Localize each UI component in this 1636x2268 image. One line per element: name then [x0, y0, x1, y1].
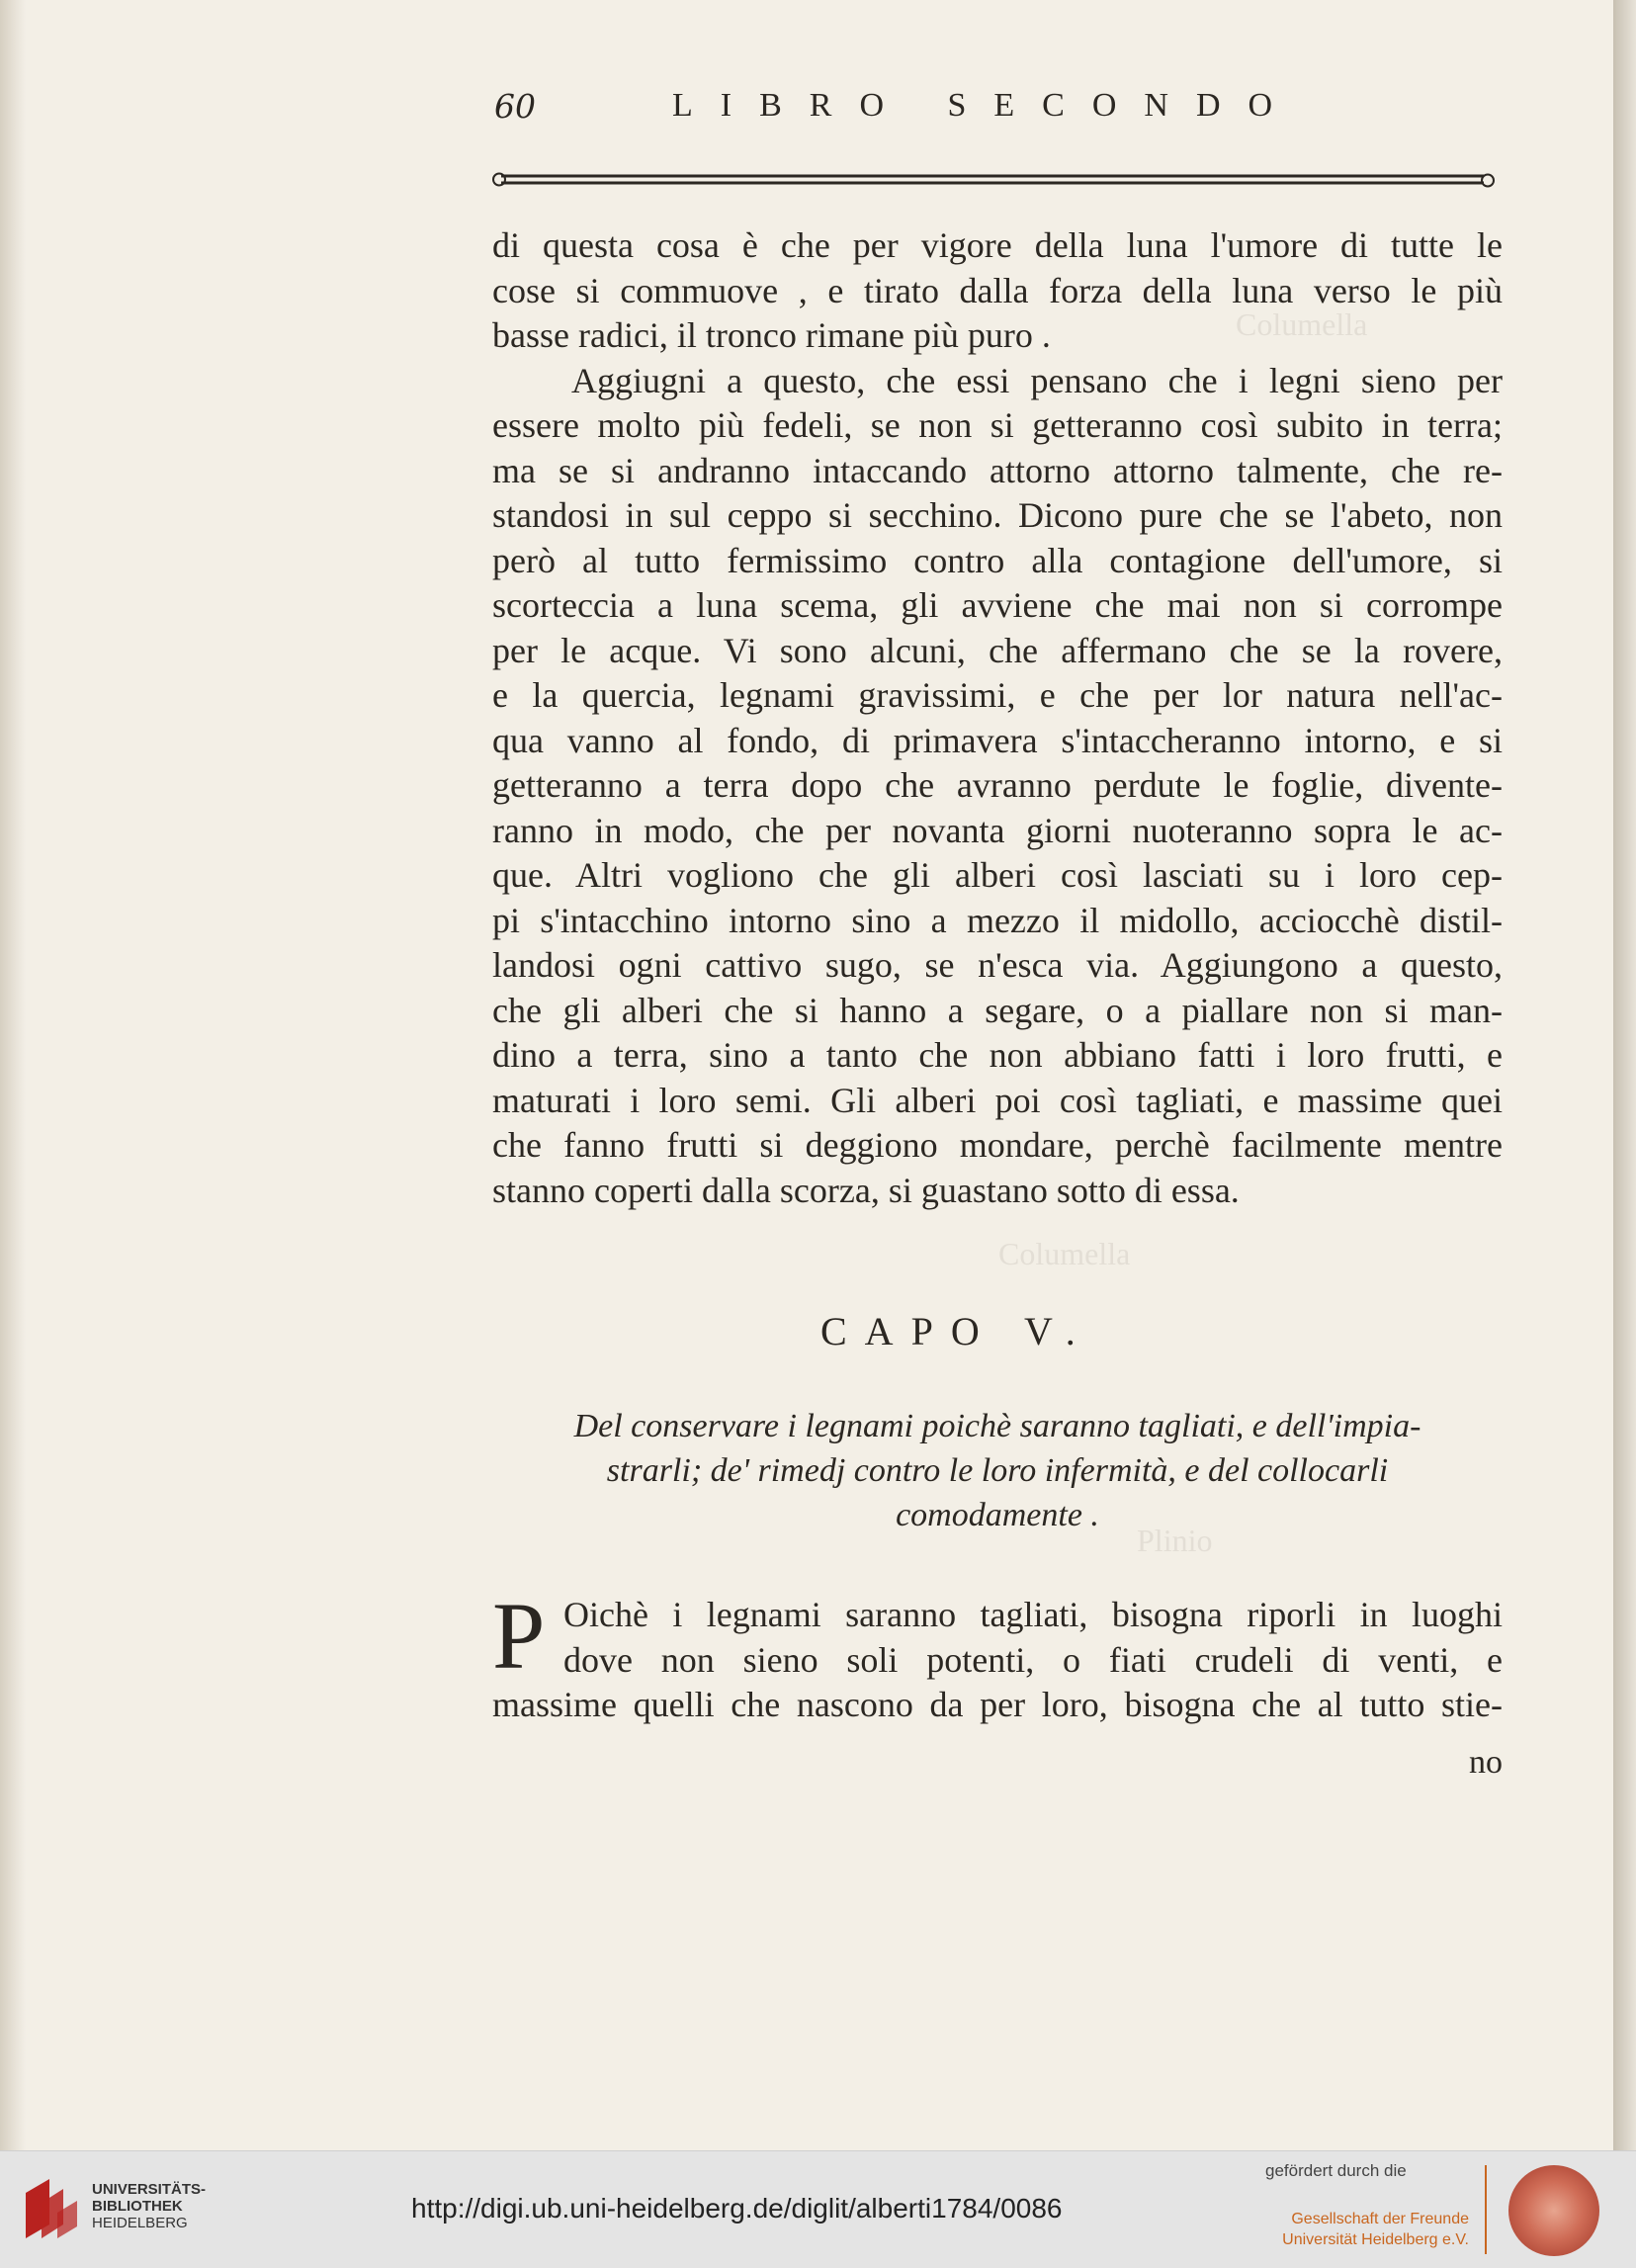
library-logo-icon	[20, 2173, 87, 2244]
paragraph	[492, 1583, 1503, 1781]
subtitle-line: strarli; de' rimedj contro le loro infermità, e del collocarli	[606, 1452, 1389, 1489]
page-number: 60	[494, 87, 536, 126]
society-name	[1271, 2209, 1469, 2250]
text-line: Oichè i legnami saranno tagliati, bisogna riporli in luoghi	[563, 1595, 1503, 1634]
page-edge	[1613, 0, 1636, 2150]
text-line: landosi ogni cattivo sugo, se n'esca via. Aggiungono a questo,	[492, 945, 1503, 985]
subtitle-line: comodamente .	[896, 1497, 1099, 1533]
drop-cap: P	[492, 1583, 546, 1689]
text-line: per le acque. Vi sono alcuni, che affermano che se la rovere,	[492, 630, 1503, 670]
text-line: di questa cosa è che per vigore della luna l'umore di tutte le	[492, 225, 1503, 265]
society-line: Universität Heidelberg e.V.	[1282, 2231, 1469, 2248]
text-line: essere molto più fedeli, se non si getteranno così subito in terra;	[492, 405, 1503, 445]
text-line: basse radici, il tronco rimane più puro .	[492, 315, 1051, 355]
text-line: ma se si andranno intaccando attorno attorno talmente, che re-	[492, 450, 1503, 490]
body-text	[492, 223, 1503, 1213]
text-line: pi s'intacchino intorno sino a mezzo il midollo, acciocchè distil-	[492, 900, 1503, 940]
text-line: getteranno a terra dopo che avranno perdute le foglie, divente-	[492, 765, 1503, 805]
text-line: che gli alberi che si hanno a segare, o a piallare non si man-	[492, 990, 1503, 1030]
text-line: dino a terra, sino a tanto che non abbiano fatti i loro frutti, e	[492, 1035, 1503, 1075]
text-line: que. Altri vogliono che gli alberi così lasciati su i loro cep-	[492, 855, 1503, 895]
permalink-url[interactable]: http://digi.ub.uni-heidelberg.de/diglit/alberti1784/0086	[411, 2193, 1063, 2224]
text-line: dove non sieno soli potenti, o fiati crudeli di venti, e	[563, 1639, 1503, 1680]
book-page: Columella Columella Plinio 60 LIBRO SECONDO di questa cosa è che per vigore della luna l'umore di tutte le cose si commuove , e tirato dalla forza della luna verso le più basse radici, il tronco rimane più puro . Aggiugni a questo, che essi pensano che i legni sieno per essere molto più fedeli, se non si getteranno così subito in terra; ma se si andranno intaccando attorno attorno talmente, che re- standosi in sul ceppo si secchino. Dicono pure che se l'abeto, non però al tutto fermissimo contro alla contagione dell'umore, si scorteccia a luna scema, gli avviene che mai non si corrompe per le acque. Vi sono alcuni, che affermano che se la rovere, e la quercia, legnami gravissimi, e che per lor natura nell'ac- qua vanno al fondo, di primavera s'intaccheranno intorno, e si getteranno a terra dopo che avranno perdute le foglie, divente- ranno in modo, che per novanta giorni nuoteranno sopra le ac- que. Altri vogliono che gli alberi così lasciati su i loro cep- pi s'intacchino intorno sino a mezzo il midollo, acciocchè distil- landosi ogni cattivo sugo, se n'esca via. Aggiungono a questo, che gli alberi che si hanno a segare, o a piallare non si man- dino a terra, sino a tanto che non abbiano fatti i loro frutti, e maturati i loro semi. Gli alberi poi così tagliati, e massime quei che fanno frutti si deggiono mondare, perchè facilmente mentre stanno coperti dalla scorza, si guastano sotto di essa. CAPO V. Del conservare i legnami poichè saranno tagliati, e dell'impia- strarli; de' rimedj contro le loro infermità, e del collocarli comodamente . P Oichè i legnami saranno tagliati, bisogna riporli in luoghi dove non sieno soli potenti, o fiati crudeli di venti, e massime quelli che nascono da per loro, bisogna che al tutto stie- no	[0, 0, 1613, 2150]
university-seal-icon	[1508, 2165, 1599, 2256]
chapter-title: CAPO V.	[820, 1309, 1093, 1353]
running-title: LIBRO SECONDO	[672, 87, 1301, 124]
library-name	[92, 2181, 206, 2231]
library-name-line: UNIVERSITÄTS-	[92, 2181, 207, 2198]
subtitle-line: Del conservare i legnami poichè saranno tagliati, e dell'impia-	[573, 1408, 1421, 1444]
chapter-subtitle	[492, 1404, 1503, 1537]
page-gutter	[0, 0, 26, 2150]
text-line: cose si commuove , e tirato dalla forza della luna verso le più	[492, 270, 1503, 310]
text-line: qua vanno al fondo, di primavera s'intaccheranno intorno, e si	[492, 720, 1503, 760]
text-line: però al tutto fermissimo contro alla contagione dell'umore, si	[492, 540, 1503, 580]
text-line: maturati i loro semi. Gli alberi poi così tagliati, e massime quei	[492, 1080, 1503, 1120]
footer-divider	[1485, 2165, 1487, 2254]
text-line: e la quercia, legnami gravissimi, e che per lor natura nell'ac-	[492, 675, 1503, 715]
text-line: standosi in sul ceppo si secchino. Dicono pure che se l'abeto, non	[492, 495, 1503, 535]
ornamental-rule	[491, 168, 1496, 192]
footer-bar	[0, 2150, 1636, 2268]
library-name-line: BIBLIOTHEK	[92, 2198, 183, 2215]
text-line: che fanno frutti si deggiono mondare, perchè facilmente mentre	[492, 1125, 1503, 1165]
society-line: Gesellschaft der Freunde	[1291, 2211, 1469, 2227]
text-line: stanno coperti dalla scorza, si guastano sotto di essa.	[492, 1170, 1240, 1210]
text-line: ranno in modo, che per novanta giorni nuoteranno sopra le ac-	[492, 810, 1503, 850]
text-line: massime quelli che nascono da per loro, bisogna che al tutto stie-	[492, 1685, 1503, 1724]
catchword: no	[1469, 1744, 1503, 1781]
library-name-line: HEIDELBERG	[92, 2215, 188, 2231]
text-line: Aggiugni a questo, che essi pensano che i legni sieno per	[571, 360, 1503, 400]
running-head	[494, 87, 1493, 131]
text-line: scorteccia a luna scema, gli avviene che mai non si corrompe	[492, 585, 1503, 625]
funded-by-label: gefördert durch die	[1265, 2161, 1407, 2180]
